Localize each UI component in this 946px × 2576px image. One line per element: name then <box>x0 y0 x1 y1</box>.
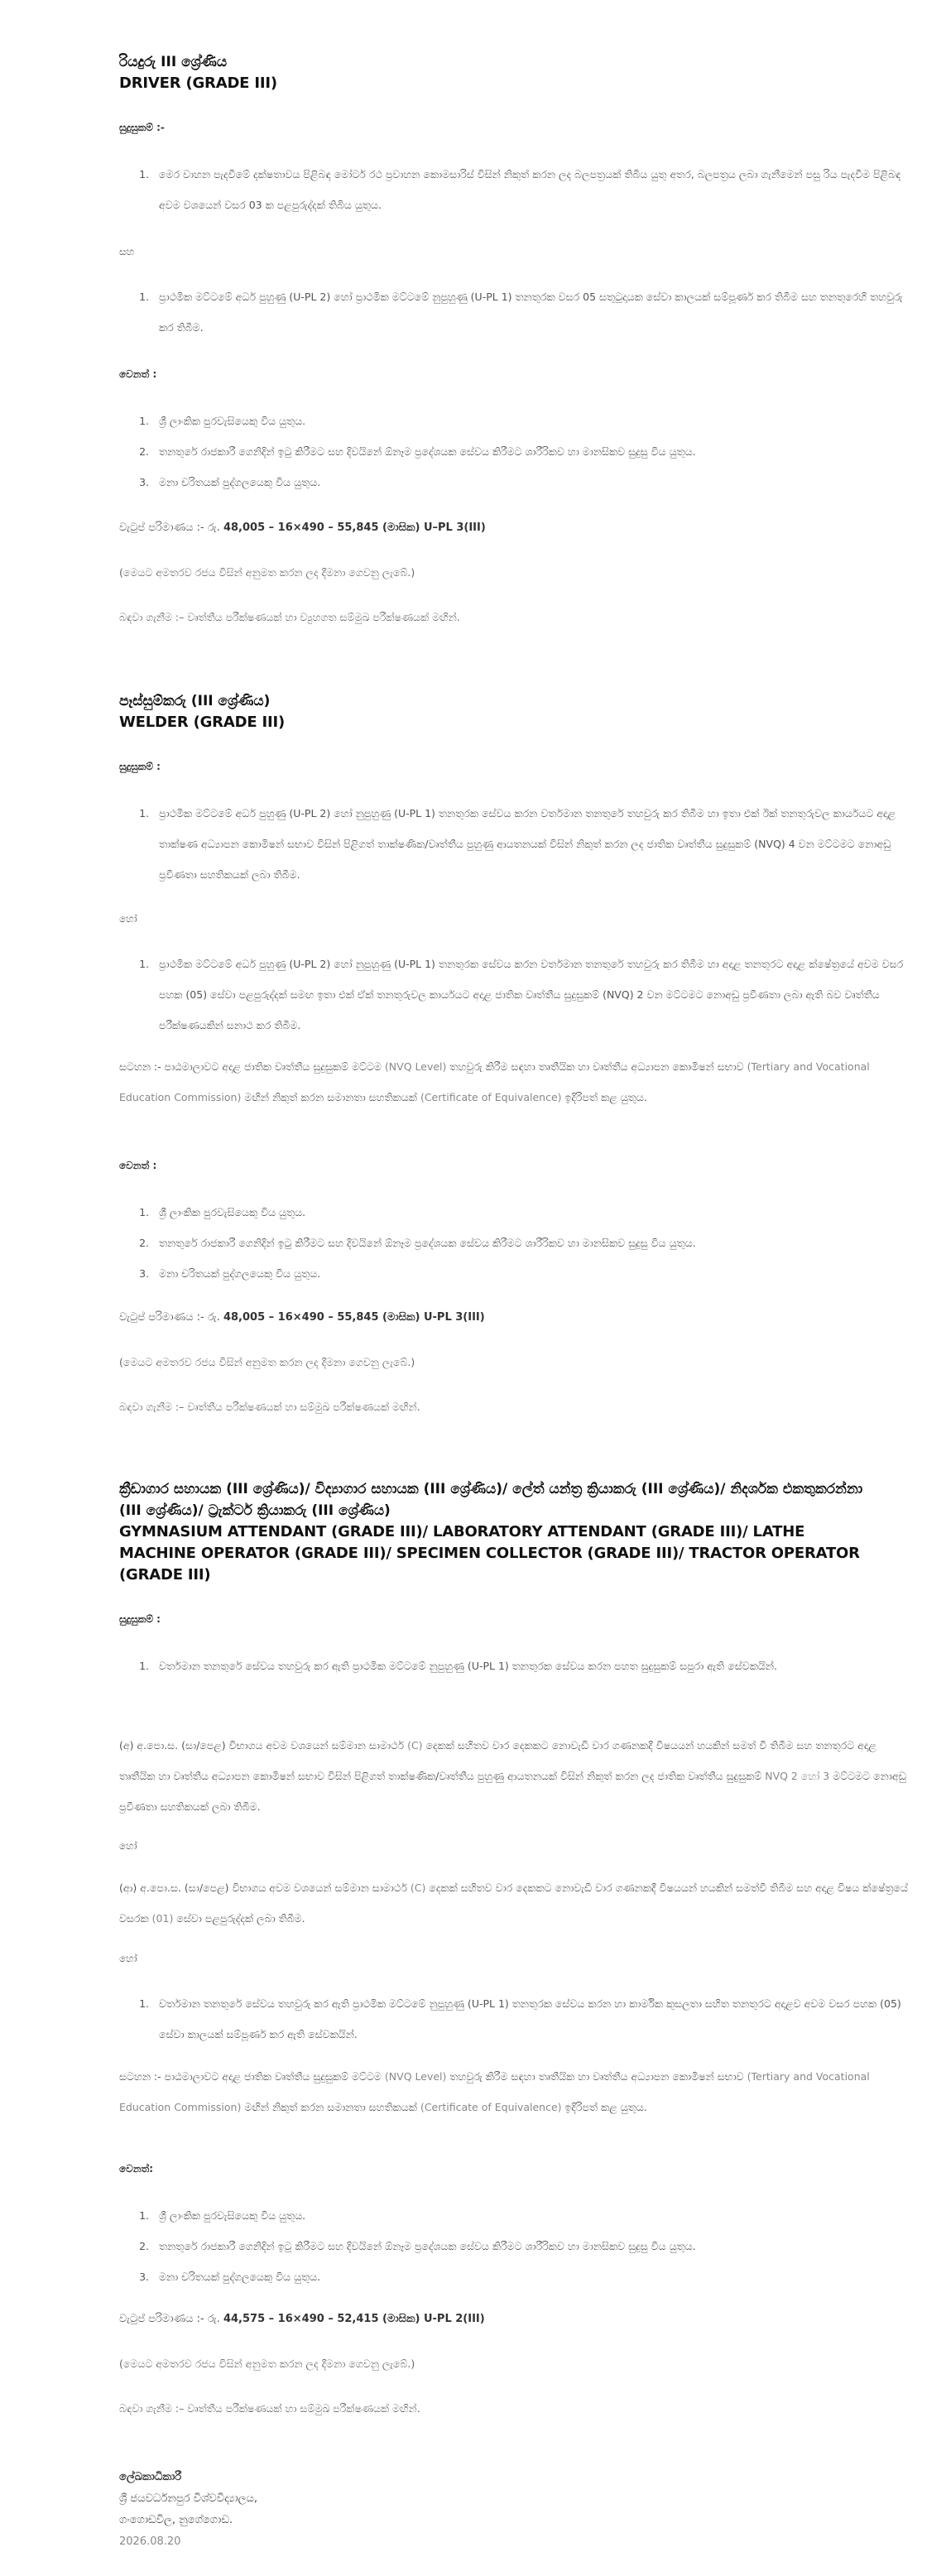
driver-list-1 <box>119 159 914 220</box>
salary-prefix: වැටුප් පරිමාණය :- රු. <box>119 1311 223 1324</box>
attendants-requirements-list <box>152 1651 914 1681</box>
driver-title-en: DRIVER (GRADE III) <box>119 74 277 92</box>
welder-title-en: WELDER (GRADE III) <box>119 714 285 731</box>
attendants-service-list <box>152 1988 914 2050</box>
note-text: ඉදිරිපත් කළ යුතුය. <box>564 1091 647 1103</box>
welder-salary <box>119 1310 914 1326</box>
note-tvec: (Tertiary and Vocational Education Commission) <box>119 2070 870 2113</box>
attendants-title-si: ක්‍රීඩාගාර සහායක (III ශ්‍රේණිය)/ විද්‍යාගාර සහායක (III ශ්‍රේණිය)/ ලේත් යන්ත්‍ර ක්‍රියාකරු (III ශ්‍රේණිය)/ නිදර්ශක එකතුකරන්නා (III ශ්‍රේණිය)/ ට්‍රැක්ටර් ක්‍රියාකරු (III ශ්‍රේණිය) <box>119 1481 863 1519</box>
driver-other-list <box>152 406 914 497</box>
driver-allowance-note: (මෙයට අමතරව රජය විසින් අනුමත කරන ලද දීමනා ගෙවනු ලැබේ.) <box>119 566 415 579</box>
note-text: තහවුරු කිරීම සඳහා තෘතීයික හා වෘත්තීය අධ්‍යාපන කොමිෂන් සභාව <box>446 2070 744 2083</box>
list-item: 1. වර්තමාන තනතුරේ සේවය තහවුරු කර ඇති ප්‍රාථමික මට්ටමේ නුපුහුණු (U-PL 1) තනතුරක සේවය කරන පහත සුදුසුකම් සපුරා ඇති සේවකයින්. <box>152 1651 914 1681</box>
list-item: 2. තනතුරේ රාජකාරී ගෙනිදින් ඉටු කිරීමට සහ දිවයිනේ ඕනෑම ප්‍රදේශයක සේවය කිරීමට ශාරීරිකව හා මානසිකව සුදුසු විය යුතුය. <box>152 2231 914 2261</box>
other-label: වෙනත් : <box>119 1160 157 1171</box>
note-text: මඟින් නිකුත් කරන සමානතා සහතිකයක් <box>241 1091 417 1103</box>
driver-salary <box>119 520 914 536</box>
option-years: (01) <box>151 1912 174 1925</box>
welder-list-2 <box>119 949 914 1040</box>
attendants-note <box>119 2061 914 2122</box>
list-item: 2. තනතුරේ රාජකාරී ගෙනිදින් ඉටු කිරීමට සහ දිවයිනේ ඕනෑම ප්‍රදේශයක සේවය කිරීමට ශාරීරිකව හා මානසිකව සුදුසු විය යුතුය. <box>152 436 914 467</box>
list-item: 1. ශ්‍රී ලාංකික පුරවැසියෙකු විය යුතුය. <box>152 406 914 436</box>
attendants-other-list <box>152 2200 914 2292</box>
attendants-section <box>119 1478 881 1586</box>
welder-requirements-list <box>152 798 914 890</box>
option-text: (ආ) අ.පො.ස. (සා/පෙළ) විභාගය අවම වශයෙන් සම්මාන සාමාර්ථ <box>119 1882 407 1894</box>
salary-prefix: වැටුප් පරිමාණය :- රු. <box>119 521 223 534</box>
note-text: ඉදිරිපත් කළ යුතුය. <box>564 2101 647 2113</box>
signatory-role: ලේඛකාධිකාරී <box>119 2471 182 2483</box>
list-item: 1. ශ්‍රී ලාංකික පුරවැසියෙකු විය යුතුය. <box>152 1197 914 1228</box>
or-label: හෝ <box>119 913 137 925</box>
driver-list-2 <box>119 281 914 343</box>
signatory-org: ශ්‍රී ජයවර්ධනපුර විශ්වවිද්‍යාලය, <box>119 2492 257 2505</box>
attendants-salary <box>119 2311 914 2328</box>
welder-title-si: පෑස්සුම්කරු (III ශ්‍රේණිය) <box>119 693 271 709</box>
attendants-other <box>119 2160 914 2178</box>
welder-qual-label <box>119 758 914 776</box>
list-item: 2. තනතුරේ රාජකාරී ගෙනිදින් ඉටු කිරීමට සහ දිවයිනේ ඕනෑම ප්‍රදේශයක සේවය කිරීමට ශාරීරිකව හා මානසිකව සුදුසු විය යුතුය. <box>152 1228 914 1258</box>
option-text: දෙකක් සහිතව වාර දෙකකට නොවැඩි වාර ගණනකදී විෂයයන් හයකින් සමත් වී තිබීම සහ තනතුරට අදාළ තෘතීයික හා වෘත්තීය අධ්‍යාපන කොමිෂන් සභාව විසින් පිළිගත් තාක්ෂණික/වෘත්තීය පුහුණු ආයතනයක් විසින් නිකුත් කරන ලද ජාතික වෘත්තීය සුදුසුකම් <box>119 1739 876 1782</box>
salary-scale: 48,005 – 16×490 – 55,845 (මාසික) U–PL 3(III) <box>223 521 486 534</box>
option-text: මට්ටමට නොඅඩු ප්‍රවීණතා සහතිකයක් ලබා තිබීම. <box>119 1770 906 1813</box>
option-text: දෙකක් සහිතව වාර දෙකකට නොවැඩි වාර ගණනකදී විෂයයන් හයකින් සමත්වී තිබීම සහ අදාළ විෂය ක්ෂේත්‍රයේ වසරක <box>119 1882 909 1925</box>
list-item: 1. ප්‍රාථමික මට්ටමේ අර්ධ පුහුණු (U-PL 2) හෝ නුපුහුණු (U-PL 1) තනතුරක සේවය කරන වර්තමාන තනතුරේ තහවුරු කර තිබීම හා අදාළ තනතුරට අදාළ ක්ෂේත්‍රයේ අවම වසර පහක (05) සේවා පළපුරුද්දක් සමඟ ඉතා එක් ඒක් තනතුරුවල කාර්යයට අදාළ ජාතික වෘත්තීය සුදුසුකම් (NVQ) 2 වන මට්ටමට නොඅඩු ප්‍රවීණතා ලබා ඇති බව වෘත්තීය පරීක්ෂණයකින් සනාථ කර තිබීම. <box>152 949 914 1040</box>
salary-scale: 44,575 – 16×490 – 52,415 (මාසික) U-PL 2(III) <box>223 2313 485 2325</box>
attendants-list-1 <box>119 1651 914 1681</box>
driver-and <box>119 243 914 261</box>
attendants-option-a <box>119 1730 914 1822</box>
welder-allowance-note: (මෙයට අමතරව රජය විසින් අනුමත කරන ලද දීමනා ගෙවනු ලැබේ.) <box>119 1356 415 1368</box>
or-label: හෝ <box>119 1840 137 1852</box>
signatory-address: ගංගොඩවිල, නුගේගොඩ. <box>119 2514 233 2526</box>
driver-requirements-list <box>152 159 914 220</box>
welder-list-3 <box>119 1197 914 1289</box>
attendants-recruitment-method: බඳවා ගැනීම :– වෘත්තීය පරීක්ෂණයක් හා සම්මුඛ පරීක්ෂණයක් මඟින්. <box>119 2402 420 2415</box>
list-item: 1. ප්‍රාථමික මට්ටමේ අර්ධ පුහුණු (U-PL 2) හෝ නුපුහුණු (U-PL 1) තනතුරක සේවය කරන වර්තමාන තනතුරේ තහවුරු කර තිබීම හා ඉතා එක් ඊක් තනතුරුවල කාර්යයට අදාළ තාක්ෂණ අධ්‍යාපන කොමිෂන් සභාව විසින් පිළිගත් තාක්ෂණික/වෘත්තීය පුහුණු ආයතනයක් විසින් නිකුත් කරන ලද ජාතික වෘත්තීය සුදුසුකම් (NVQ) 4 වන මට්ටමට නොඅඩු ප්‍රවීණතා සහතිකයක් ලබා තිබීම. <box>152 798 914 890</box>
list-item: 3. මනා චරිතයක් පුද්ගලයෙකු විය යුතුය. <box>152 1258 914 1289</box>
driver-qual-label <box>119 119 914 137</box>
welder-list-1 <box>119 798 914 890</box>
note-certificate: (Certificate of Equivalence) <box>420 1091 562 1103</box>
note-nvq: (NVQ Level) <box>384 2070 447 2083</box>
attendants-qual-label <box>119 1611 914 1628</box>
welder-recruitment-method: බඳවා ගැනීම :– වෘත්තීය පරීක්ෂණයක් හා සම්මුඛ පරීක්ෂණයක් මඟින්. <box>119 1401 420 1413</box>
list-item: 1. මෙර වාහන පැදවීමේ දක්ෂතාවය පිළිබඳ මෝටර් රථ ප්‍රවාහන කොමසාරිස් විසින් නිකුත් කරන ලද බලපත්‍රයක් තිබිය යුතු අතර, බලපත්‍රය ලබා ගැනීමෙන් පසු රිය පැදවීම පිළිබඳ අවම වශයෙන් වසර 03 ක පළපුරුද්දක් තිබිය යුතුය. <box>152 159 914 220</box>
welder-section <box>119 690 914 733</box>
driver-other <box>119 366 914 383</box>
option-text: සේවා පළපුරුද්දක් ලබා තිබීම. <box>173 1912 305 1925</box>
option-text: (අ) අ.පො.ස. (සා/පෙළ) විභාගය අවම වශයෙන් සම්මාන සාමාර්ථ <box>119 1739 405 1752</box>
welder-note <box>119 1051 914 1113</box>
salary-scale: 48,005 – 16×490 – 55,845 (මාසික) U-PL 3(III) <box>223 1311 485 1324</box>
other-label: වෙනත් : <box>119 368 157 380</box>
welder-other <box>119 1157 914 1175</box>
driver-title-si: රියදුරු III ශ්‍රේණිය <box>119 54 228 70</box>
welder-or <box>119 911 914 928</box>
option-nvq: NVQ 2 හෝ 3 <box>765 1770 830 1782</box>
other-label: වෙනත්: <box>119 2163 154 2175</box>
attendants-or-1 <box>119 1838 914 1855</box>
driver-section <box>119 51 914 94</box>
qualifications-label: සුදුසුකම් :- <box>119 122 165 133</box>
notice-date: 2026.08.20 <box>119 2535 181 2548</box>
signature-block <box>119 2467 914 2553</box>
welder-other-list <box>152 1197 914 1289</box>
note-text: තහවුරු කිරීම සඳහා තෘතීයික හා වෘත්තීය අධ්‍යාපන කොමිෂන් සභාව <box>446 1060 744 1073</box>
driver-service-list <box>152 281 914 343</box>
note-certificate: (Certificate of Equivalence) <box>420 2101 562 2113</box>
attendants-allowance-note: (මෙයට අමතරව රජය විසින් අනුමත කරන ලද දීමනා ගෙවනු ලැබේ.) <box>119 2357 415 2370</box>
note-text: මඟින් නිකුත් කරන සමානතා සහතිකයක් <box>241 2101 417 2113</box>
and-label: සහ <box>119 246 135 257</box>
salary-prefix: වැටුප් පරිමාණය :- රු. <box>119 2313 223 2325</box>
attendants-title-en: GYMNASIUM ATTENDANT (GRADE III)/ LABORATORY ATTENDANT (GRADE III)/ LATHE MACHINE OPERATOR (GRADE III)/ SPECIMEN COLLECTOR (GRADE III)/ TRACTOR OPERATOR (GRADE III) <box>119 1523 860 1584</box>
list-item: 1. වර්තමාන තනතුරේ සේවය තහවුරු කර ඇති ප්‍රාථමික මට්ටමේ නුපුහුණු (U-PL 1) තනතුරක සේවය කරන හා කාර්මික කුසලතා සහිත තනතුරට අදාළව අවම වසර පහක (05) සේවා කාලයක් සම්පූර්ණ කර ඇති සේවකයින්. <box>152 1988 914 2050</box>
list-item: 3. මනා චරිතයක් පුද්ගලයෙකු විය යුතුය. <box>152 467 914 497</box>
attendants-option-b <box>119 1872 914 1934</box>
qualifications-label: සුදුසුකම් : <box>119 761 161 772</box>
driver-list-3 <box>119 406 914 497</box>
note-nvq: (NVQ Level) <box>384 1060 447 1073</box>
welder-alt-requirements-list <box>152 949 914 1040</box>
list-item: 1. ප්‍රාථමික මට්ටමේ අර්ධ පුහුණු (U-PL 2) හෝ ප්‍රාථමික මට්ටමේ නුපුහුණු (U-PL 1) තනතුරක වසර 05 සතුටුදායක සේවා කාලයක් සම්පූර්ණ කර තිබීම සහ තනතුරෙහි තහවුරු කර තිබීම. <box>152 281 914 343</box>
option-grade: (C) <box>410 1882 426 1894</box>
list-item: 3. මනා චරිතයක් පුද්ගලයෙකු විය යුතුය. <box>152 2261 914 2292</box>
attendants-or-2 <box>119 1950 914 1968</box>
attendants-list-3 <box>119 2200 914 2292</box>
note-text: සටහන :- පාඨමාලාවට අදාළ ජාතික වෘත්තීය සුදුසුකම් මට්ටම <box>119 2070 382 2083</box>
note-text: සටහන :- පාඨමාලාවට අදාළ ජාතික වෘත්තීය සුදුසුකම් මට්ටම <box>119 1060 382 1073</box>
note-tvec: (Tertiary and Vocational Education Commission) <box>119 1060 870 1103</box>
list-item: 1. ශ්‍රී ලාංකික පුරවැසියෙකු විය යුතුය. <box>152 2200 914 2231</box>
attendants-list-2 <box>119 1988 914 2050</box>
driver-recruitment-method: බඳවා ගැනීම :– වෘත්තීය පරීක්ෂණයක් හා ව්‍යුහගත සම්මුඛ පරීක්ෂණයක් මඟින්. <box>119 611 460 623</box>
option-grade: (C) <box>407 1739 423 1752</box>
qualifications-label: සුදුසුකම් : <box>119 1613 161 1625</box>
or-label: හෝ <box>119 1953 137 1964</box>
